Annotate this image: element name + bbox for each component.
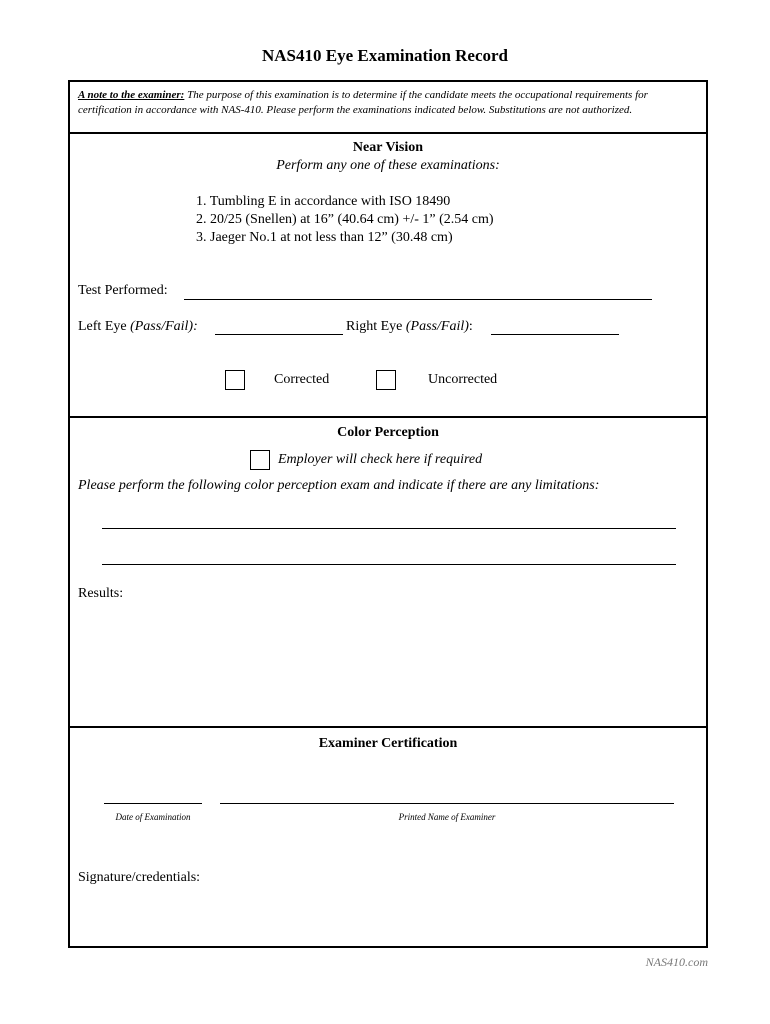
employer-check-label: Employer will check here if required (278, 452, 483, 467)
right-eye-label: Right Eye (346, 319, 406, 334)
note-text: The purpose of this examination is to determine if the candidate meets the occupational requirements for certification in accordance with NAS-410. Please perform the examinations indicated below. Substitutions are not authorized. (78, 89, 648, 116)
printed-name-caption: Printed Name of Examiner (398, 812, 496, 822)
exam-list (196, 193, 494, 247)
right-eye-colon: : (468, 319, 473, 334)
left-eye-field[interactable] (215, 334, 343, 335)
near-vision-subtitle: Perform any one of these examinations: (276, 158, 500, 173)
color-limitation-field-2[interactable] (102, 564, 676, 565)
test-performed-field[interactable] (184, 299, 652, 300)
signature-label: Signature/credentials: (78, 870, 201, 885)
uncorrected-checkbox[interactable] (376, 370, 396, 390)
examiner-note (78, 88, 698, 118)
section-divider-note (68, 132, 708, 134)
date-caption: Date of Examination (115, 812, 191, 822)
exam-option-1: 1. Tumbling E in accordance with ISO 18490 (196, 194, 451, 209)
near-vision-title: Near Vision (352, 140, 424, 155)
footer-site: NAS410.com (645, 955, 708, 969)
color-perception-title: Color Perception (337, 425, 439, 440)
right-eye-hint: (Pass/Fail) (405, 319, 469, 334)
uncorrected-label: Uncorrected (428, 372, 498, 387)
color-instructions: Please perform the following color perception exam and indicate if there are any limitations: (78, 478, 600, 493)
examiner-certification-title: Examiner Certification (318, 736, 458, 751)
left-eye-label: Left Eye (78, 319, 131, 334)
exam-option-2: 2. 20/25 (Snellen) at 16” (40.64 cm) +/- 1” (2.54 cm) (196, 212, 494, 227)
employer-required-checkbox[interactable] (250, 450, 270, 470)
results-label: Results: (78, 586, 124, 601)
corrected-checkbox[interactable] (225, 370, 245, 390)
section-divider-color (68, 726, 708, 728)
page-title: NAS410 Eye Examination Record (261, 46, 509, 65)
exam-option-3: 3. Jaeger No.1 at not less than 12” (30.48 cm) (196, 230, 453, 245)
right-eye-field[interactable] (491, 334, 619, 335)
corrected-label: Corrected (274, 372, 330, 387)
printed-name-field[interactable] (220, 803, 674, 804)
note-lead: A note to the examiner: (78, 89, 185, 101)
color-limitation-field-1[interactable] (102, 528, 676, 529)
left-eye-hint: (Pass/Fail): (130, 319, 198, 334)
date-of-examination-field[interactable] (104, 803, 202, 804)
test-performed-label: Test Performed: (78, 283, 168, 298)
section-divider-near-vision (68, 416, 708, 418)
right-eye-label-group (346, 319, 473, 335)
left-eye-label-group (78, 319, 198, 335)
